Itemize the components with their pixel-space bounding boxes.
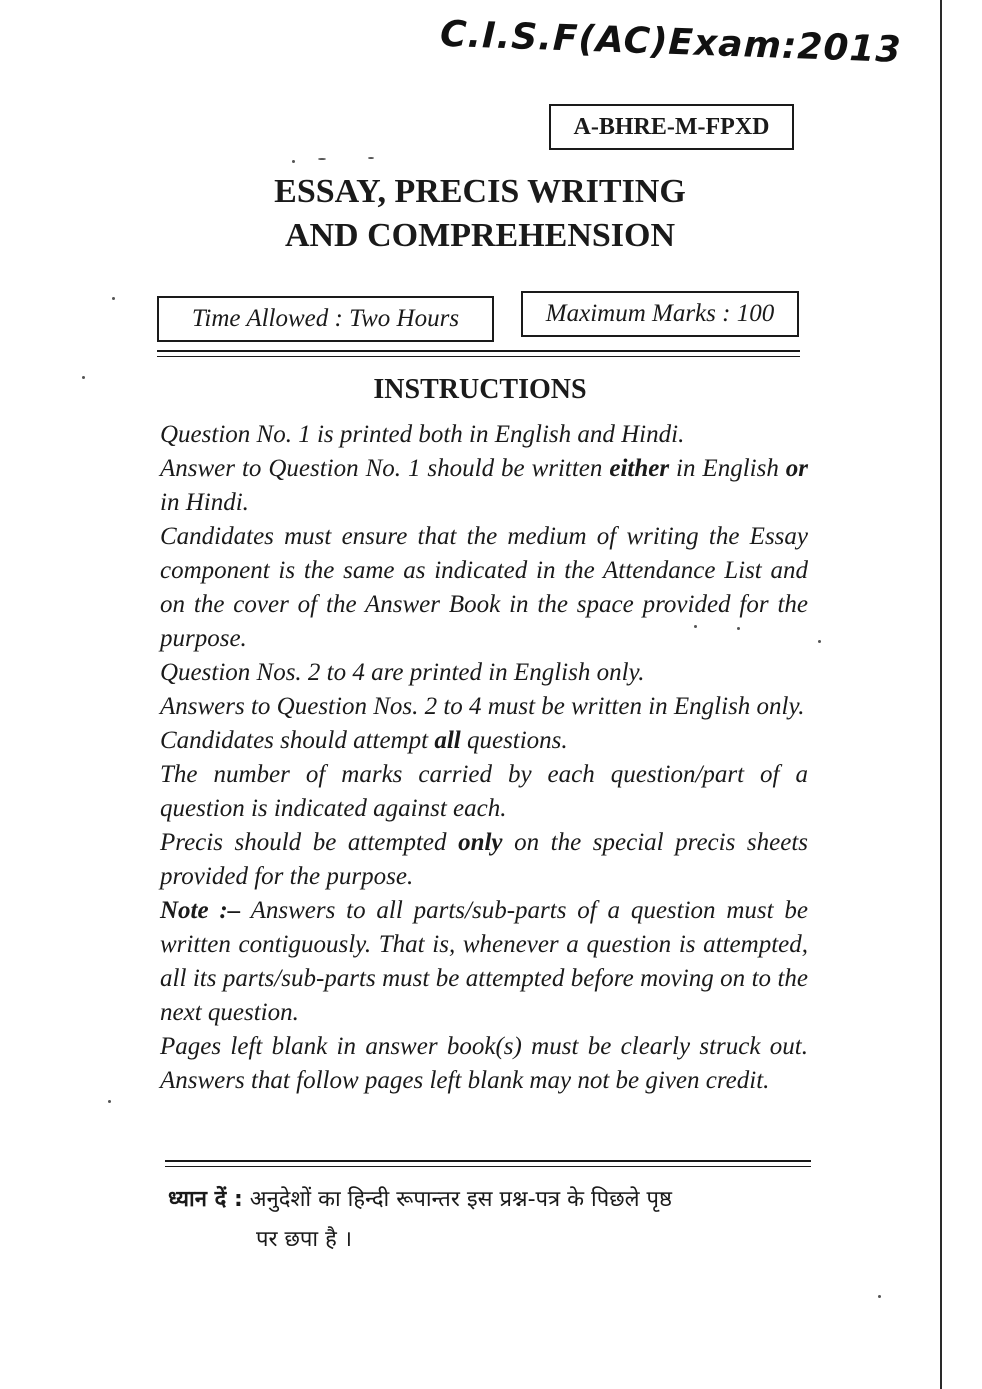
instruction-2: Answer to Question No. 1 should be written either in English or in Hindi. — [160, 455, 809, 516]
scan-speck — [368, 157, 374, 159]
title-line-1: ESSAY, PRECIS WRITING — [274, 173, 686, 210]
hindi-note-label: ध्यान दें : — [168, 1187, 243, 1212]
time-allowed: Time Allowed : Two Hours — [191, 305, 460, 332]
scan-speck — [318, 158, 326, 160]
handwritten-exam-note: C.I.S.F(AC)Exam:2013 — [439, 13, 903, 71]
hindi-note-line-1: अनुदेशों का हिन्दी रूपान्तर इस प्रश्न-पत्र के पिछले पृष्ठ — [242, 1187, 673, 1212]
hindi-note — [168, 1180, 818, 1260]
instruction-5: Answers to Question Nos. 2 to 4 must be written in English only. — [160, 693, 805, 720]
instruction-8: Precis should be attempted only on the special precis sheets provided for the purpose. — [160, 829, 808, 890]
paper-code: A-BHRE-M-FPXD — [573, 113, 770, 140]
scan-speck — [112, 297, 115, 300]
instruction-1: Question No. 1 is printed both in English and Hindi. — [160, 421, 685, 448]
divider-top-2 — [157, 356, 800, 357]
scan-speck — [694, 625, 697, 628]
instruction-4: Question Nos. 2 to 4 are printed in English only. — [160, 659, 645, 686]
instruction-7: The number of marks carried by each question/part of a question is indicated against each. — [160, 761, 808, 822]
instruction-note: Note :– Answers to all parts/sub-parts of a question must be written contiguously. That is, whenever a question is attempted, all its parts/sub-parts must be attempted before moving on to the next question. — [160, 897, 809, 1026]
divider-bottom-2 — [165, 1166, 811, 1167]
instructions-body — [160, 418, 808, 1098]
time-allowed-box — [157, 296, 494, 342]
scan-speck — [818, 640, 821, 643]
scan-speck — [737, 627, 740, 630]
maximum-marks-box — [521, 291, 799, 337]
divider-top-1 — [157, 350, 800, 352]
scan-speck — [292, 160, 295, 163]
scan-speck — [82, 376, 85, 379]
instructions-heading: INSTRUCTIONS — [373, 374, 587, 405]
paper-title — [200, 170, 760, 258]
hindi-note-line-2: पर छपा है । — [256, 1227, 353, 1252]
scan-speck — [108, 1100, 111, 1103]
scan-speck — [878, 1295, 881, 1298]
instruction-3: Candidates must ensure that the medium of writing the Essay component is the same as indicated in the Attendance List and on the cover of the Answer Book in the space provided for the purpose. — [160, 523, 808, 652]
title-line-2: AND COMPREHENSION — [284, 217, 676, 254]
instruction-10: Pages left blank in answer book(s) must be clearly struck out. Answers that follow pages left blank may not be given credit. — [160, 1033, 808, 1094]
maximum-marks: Maximum Marks : 100 — [545, 300, 775, 327]
divider-bottom-1 — [165, 1160, 811, 1162]
page-edge-line — [940, 0, 942, 1389]
paper-code-box — [549, 104, 794, 150]
instruction-6: Candidates should attempt all questions. — [160, 727, 568, 754]
